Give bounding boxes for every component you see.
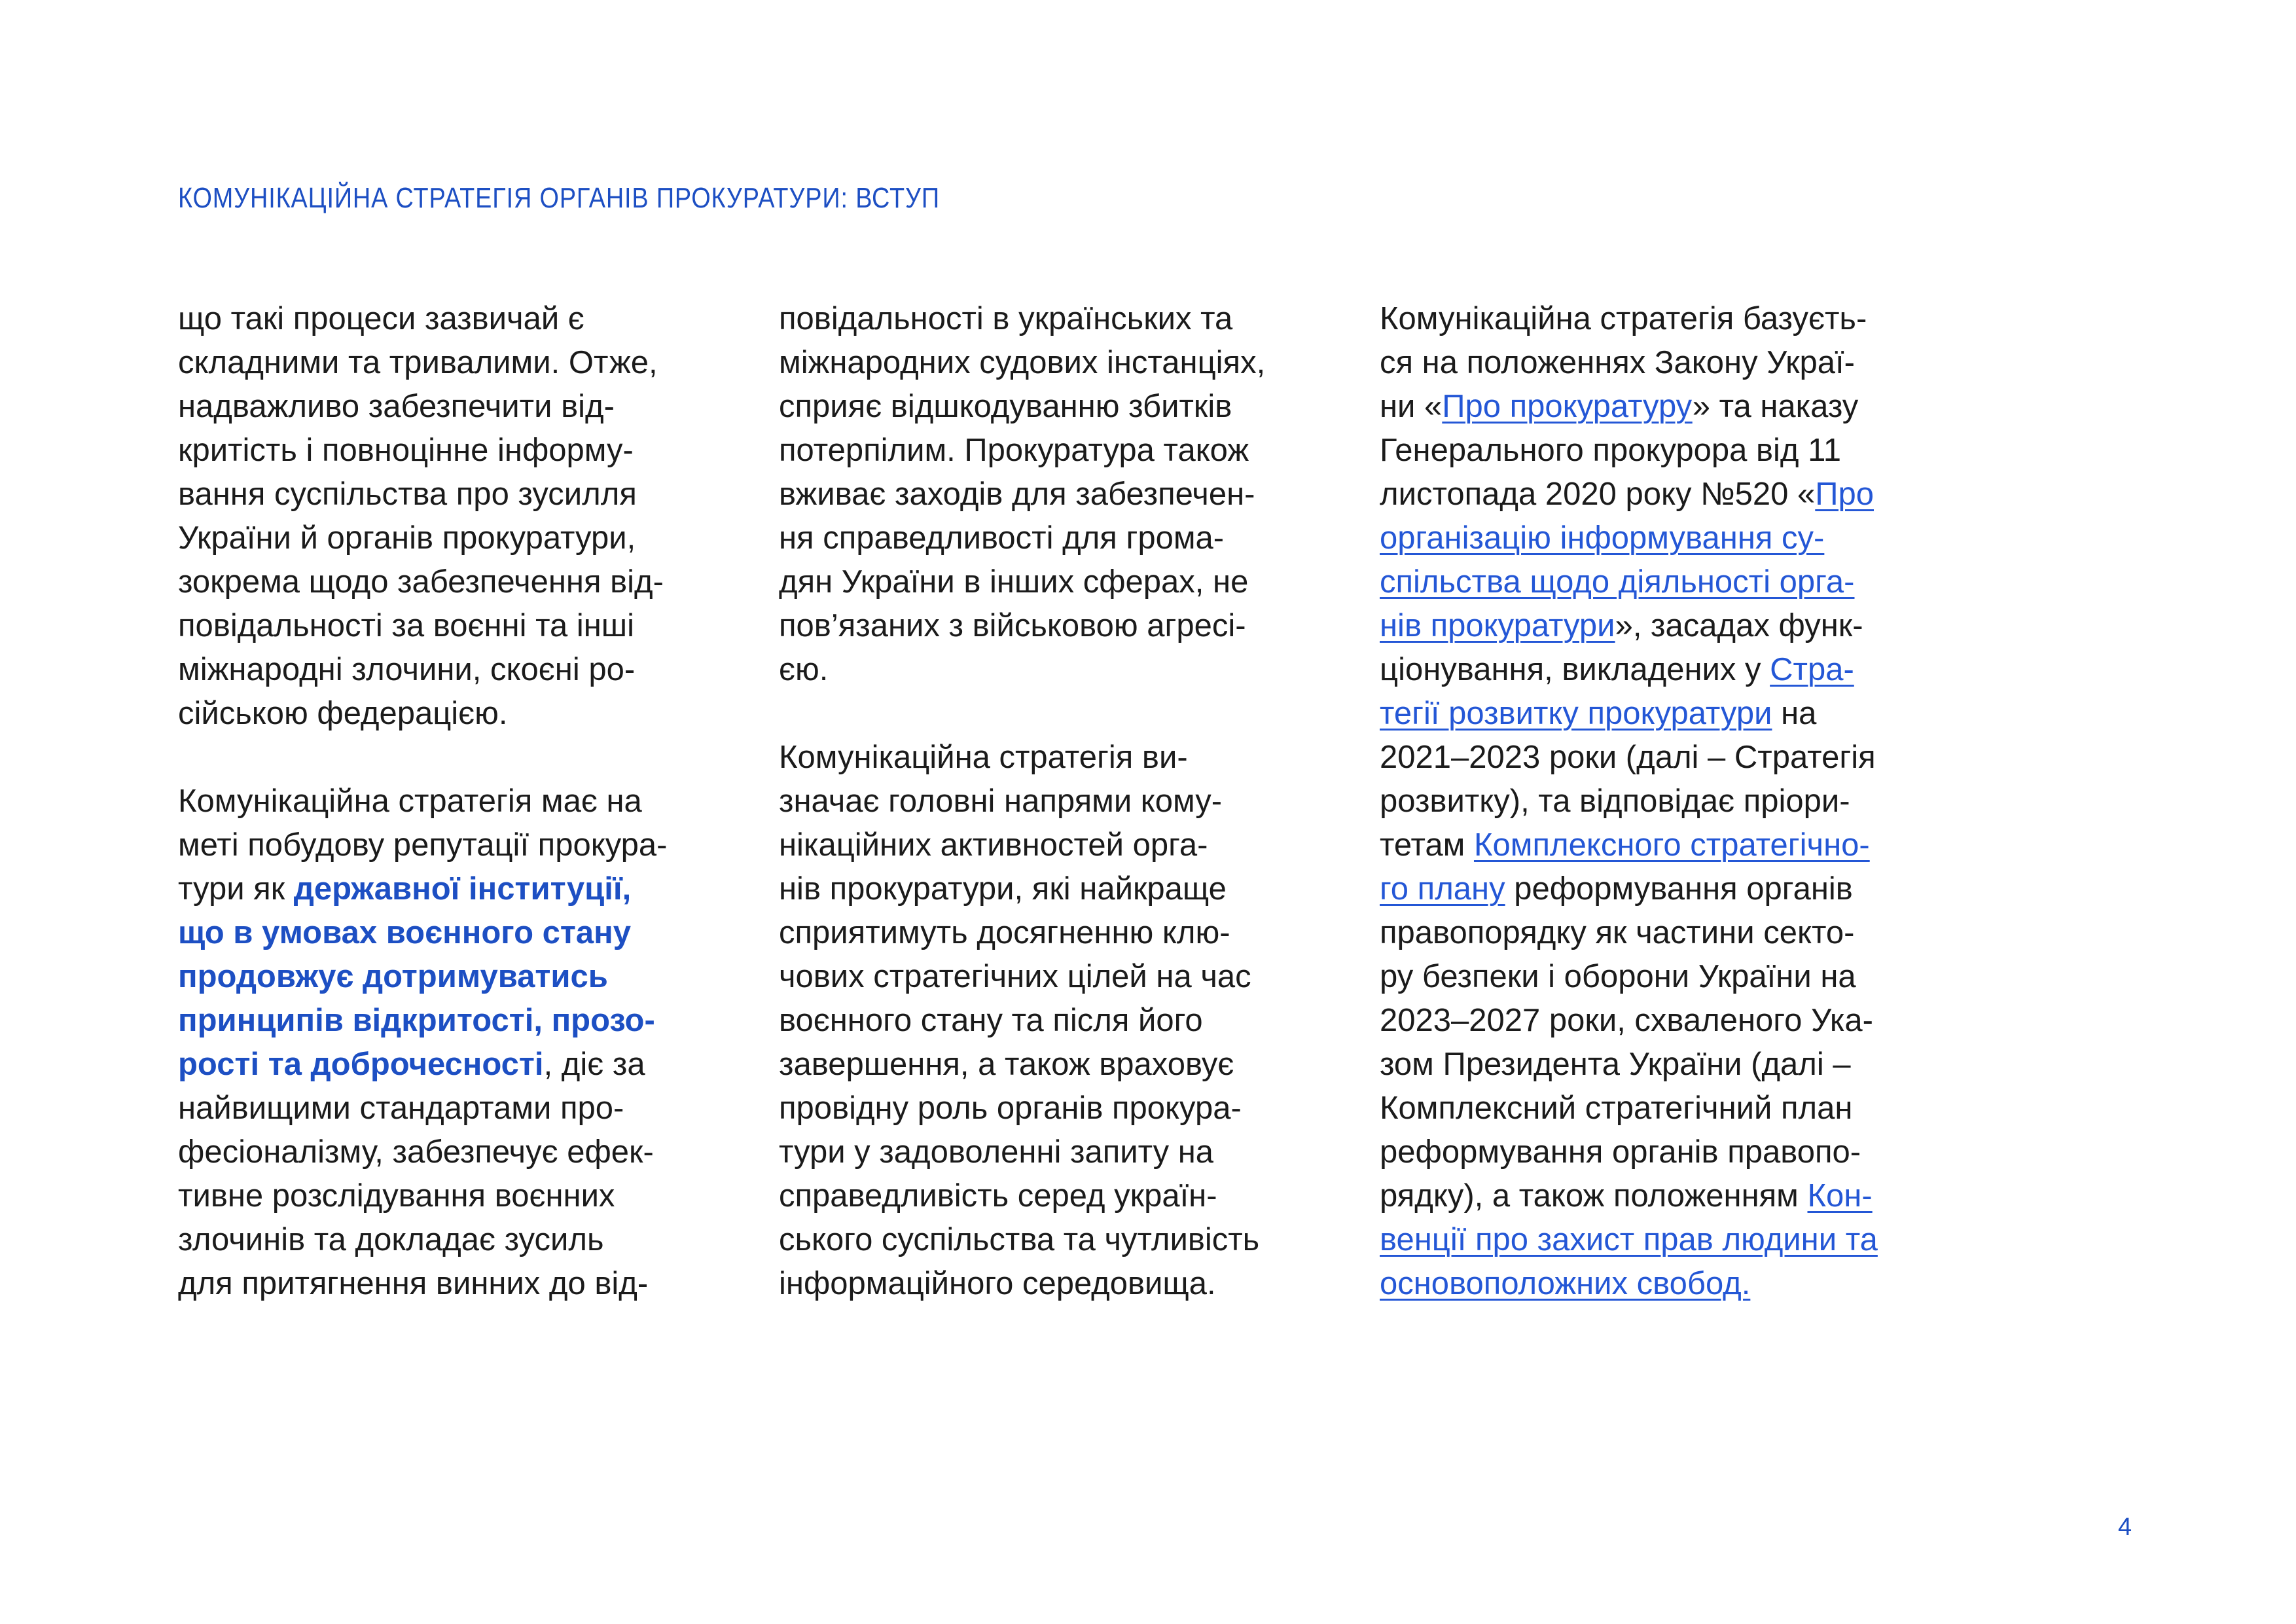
text-line: [1380, 1262, 1878, 1306]
text-line: Генерального прокурора від 11: [1380, 433, 1841, 468]
text-line: найвищими стандартами про-: [178, 1091, 624, 1126]
page-number: 4: [2118, 1513, 2132, 1541]
highlighted-text: рості та доброчесності: [178, 1047, 544, 1082]
paragraph-1: [779, 297, 1265, 692]
text-line: повідальності в українських та: [779, 301, 1233, 336]
text-line: для притягнення винних до від-: [178, 1266, 649, 1301]
text-line: [1380, 1218, 1878, 1262]
text-line: [1380, 516, 1878, 560]
text-line: ся на положеннях Закону Украї-: [1380, 345, 1855, 380]
text-fragment: рядку), а також положенням: [1380, 1178, 1808, 1214]
text-line: [178, 1043, 667, 1087]
text-line: [1380, 1174, 1878, 1218]
link-order-on-informing-society[interactable]: спільства щодо діяльності орга-: [1380, 564, 1855, 600]
text-fragment: ціонування, викладених у: [1380, 652, 1770, 687]
text-line: що такі процеси зазвичай є: [178, 301, 584, 336]
text-line: [1380, 823, 1878, 867]
link-order-on-informing-society[interactable]: нів прокуратури: [1380, 608, 1615, 643]
text-column-1: [178, 297, 667, 1306]
text-column-2: [779, 297, 1265, 1306]
text-line: Комунікаційна стратегія ви-: [779, 740, 1188, 775]
text-line: ня справедливості для грома-: [779, 520, 1225, 556]
text-line: пов’язаних з військовою агресі-: [779, 608, 1246, 643]
link-human-rights-convention[interactable]: венції про захист прав людини та: [1380, 1222, 1878, 1257]
text-line: [1380, 473, 1878, 516]
paragraph-1: [178, 297, 667, 736]
text-line: дян України в інших сферах, не: [779, 564, 1249, 600]
paragraph-1: [1380, 297, 1878, 1306]
text-line: вання суспільства про зусилля: [178, 477, 637, 512]
text-line: провідну роль органів прокура-: [779, 1091, 1242, 1126]
text-fragment: , діє за: [543, 1047, 645, 1082]
text-line: Комплексний стратегічний план: [1380, 1091, 1853, 1126]
text-column-3: [1380, 297, 1878, 1306]
text-line: [1380, 692, 1878, 736]
highlighted-text: продовжує дотримуватись: [178, 959, 608, 994]
text-line: вживає заходів для забезпечен-: [779, 477, 1255, 512]
link-order-on-informing-society[interactable]: Про: [1815, 477, 1874, 512]
link-comprehensive-strategic-plan[interactable]: Комплексного стратегічно-: [1473, 827, 1870, 863]
text-fragment: тури як: [178, 871, 294, 907]
page-header: КОМУНІКАЦІЙНА СТРАТЕГІЯ ОРГАНІВ ПРОКУРАТУРИ: ВСТУП: [178, 182, 940, 214]
text-line: воєнного стану та після його: [779, 1003, 1203, 1038]
text-line: Комунікаційна стратегія має на: [178, 784, 642, 819]
text-line: міжнародні злочини, скоєні ро-: [178, 652, 636, 687]
link-development-strategy[interactable]: Стра-: [1770, 652, 1854, 687]
link-comprehensive-strategic-plan[interactable]: го плану: [1380, 871, 1505, 907]
text-line: сприятимуть досягненню клю-: [779, 915, 1230, 950]
highlighted-text: що в умовах воєнного стану: [178, 915, 631, 950]
highlighted-text: державної інституції,: [293, 871, 632, 907]
text-line: Комунікаційна стратегія базуєть-: [1380, 301, 1867, 336]
text-line: тивне розслідування воєнних: [178, 1178, 615, 1214]
text-line: складними та тривалими. Отже,: [178, 345, 658, 380]
text-fragment: », засадах функ-: [1615, 608, 1863, 643]
paragraph-2: [779, 736, 1265, 1306]
text-line: [1380, 385, 1878, 429]
text-line: єю.: [779, 652, 829, 687]
text-line: [1380, 867, 1878, 911]
text-line: [1380, 604, 1878, 648]
text-line: [1380, 648, 1878, 692]
text-line: зом Президента України (далі –: [1380, 1047, 1851, 1082]
text-fragment: на: [1772, 696, 1817, 731]
text-line: потерпілим. Прокуратура також: [779, 433, 1249, 468]
paragraph-2: [178, 780, 667, 1306]
text-line: критість і повноцінне інформу-: [178, 433, 634, 468]
text-line: надважливо забезпечити від-: [178, 389, 615, 424]
paragraph-gap: [779, 692, 1265, 736]
text-line: 2023–2027 роки, схваленого Ука-: [1380, 1003, 1873, 1038]
text-line: міжнародних судових інстанціях,: [779, 345, 1266, 380]
text-line: справедливість серед україн-: [779, 1178, 1217, 1214]
text-line: ського суспільства та чутливість: [779, 1222, 1260, 1257]
text-line: [178, 867, 667, 911]
text-line: нів прокуратури, які найкраще: [779, 871, 1227, 907]
text-line: України й органів прокуратури,: [178, 520, 636, 556]
text-line: меті побудову репутації прокура-: [178, 827, 668, 863]
text-line: ру безпеки і оборони України на: [1380, 959, 1856, 994]
text-fragment: » та наказу: [1692, 389, 1859, 424]
text-line: значає головні напрями кому-: [779, 784, 1223, 819]
text-fragment: реформування органів: [1505, 871, 1853, 907]
text-line: правопорядку як частини секто-: [1380, 915, 1855, 950]
text-line: сприяє відшкодуванню збитків: [779, 389, 1232, 424]
text-line: чових стратегічних цілей на час: [779, 959, 1251, 994]
text-line: завершення, а також враховує: [779, 1047, 1234, 1082]
text-line: фесіоналізму, забезпечує ефек-: [178, 1134, 654, 1170]
link-development-strategy[interactable]: тегії розвитку прокуратури: [1380, 696, 1772, 731]
text-line: сійською федерацією.: [178, 696, 508, 731]
text-fragment: тетам: [1380, 827, 1474, 863]
link-human-rights-convention[interactable]: Кон-: [1807, 1178, 1873, 1214]
paragraph-gap: [178, 736, 667, 780]
text-line: зокрема щодо забезпечення від-: [178, 564, 664, 600]
highlighted-text: принципів відкритості, прозо-: [178, 1003, 655, 1038]
text-line: повідальності за воєнні та інші: [178, 608, 635, 643]
text-fragment: листопада 2020 року №520 «: [1380, 477, 1816, 512]
text-line: реформування органів правопо-: [1380, 1134, 1861, 1170]
link-law-on-prosecution[interactable]: Про прокуратуру: [1442, 389, 1693, 424]
text-line: 2021–2023 роки (далі – Стратегія: [1380, 740, 1876, 775]
text-line: розвитку), та відповідає пріори-: [1380, 784, 1850, 819]
text-fragment: ни «: [1380, 389, 1443, 424]
text-line: [1380, 560, 1878, 604]
text-line: злочинів та докладає зусиль: [178, 1222, 604, 1257]
text-line: інформаційного середовища.: [779, 1266, 1216, 1301]
text-line: нікаційних активностей орга-: [779, 827, 1208, 863]
link-human-rights-convention[interactable]: основоположних свобод.: [1380, 1266, 1751, 1301]
link-order-on-informing-society[interactable]: організацію інформування су-: [1380, 520, 1825, 556]
text-line: тури у задоволенні запиту на: [779, 1134, 1214, 1170]
